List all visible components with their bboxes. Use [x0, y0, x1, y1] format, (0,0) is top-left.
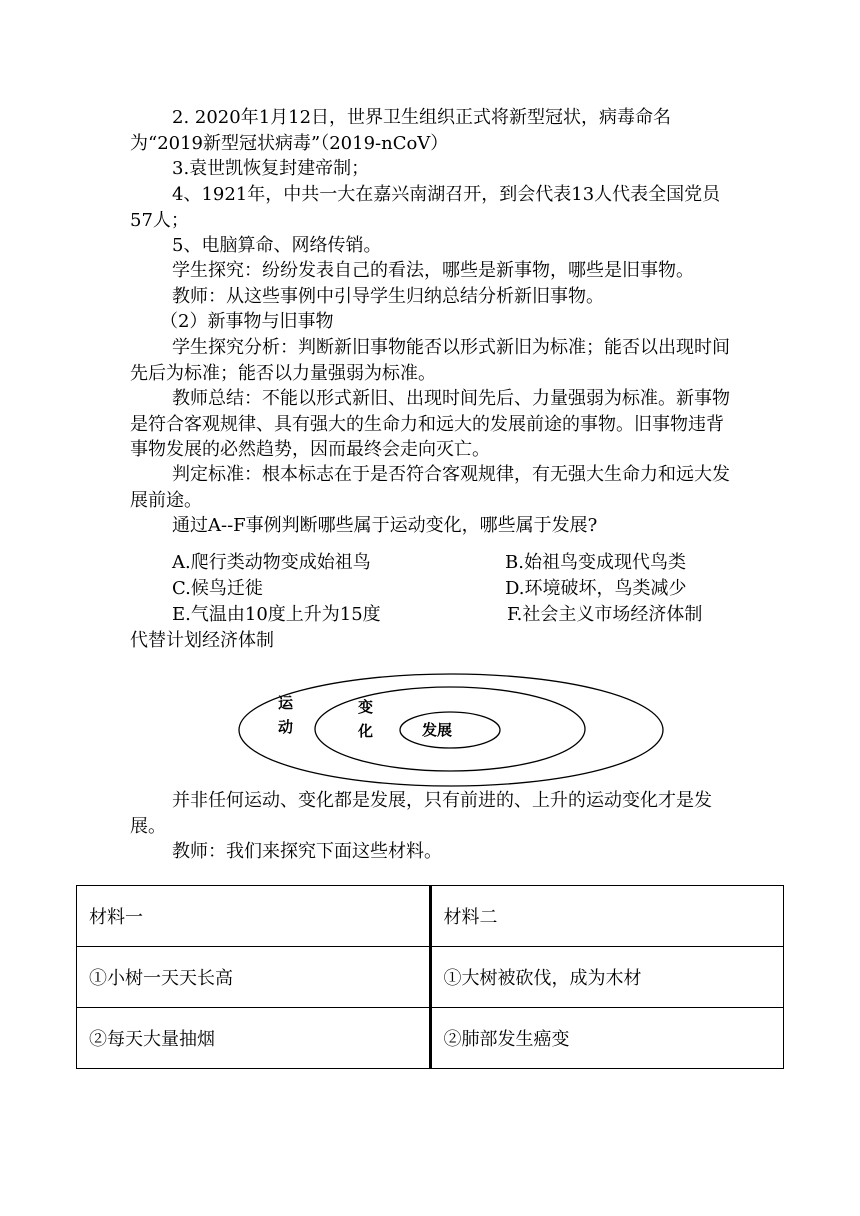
nested-ellipse-diagram	[236, 672, 666, 788]
table-row	[77, 1008, 784, 1069]
paragraph-item-2: 2. 2020年1月12日，世界卫生组织正式将新型冠状，病毒命名为“2019新型冠状病毒”（2019-nCoV）	[130, 107, 672, 154]
table-cell: 材料一	[77, 886, 431, 947]
paragraph-student-analysis: 学生探究分析：判断新旧事物能否以形式新旧为标准；能否以出现时间先后为标准；能否以力量强弱为标准。	[130, 337, 730, 384]
materials-table	[76, 885, 784, 1069]
option-e: E.气温由10度上升为15度	[172, 604, 381, 625]
label-inner: 发展	[422, 721, 453, 739]
option-f: F.社会主义市场经济体制	[507, 604, 703, 625]
paragraph-conclusion: 并非任何运动、变化都是发展，只有前进的、上升的运动变化才是发展。	[130, 790, 712, 837]
option-a: A.爬行类动物变成始祖鸟	[172, 552, 371, 573]
paragraph-item-4: 4、1921年，中共一大在嘉兴南湖召开，到会代表13人代表全国党员57人；	[130, 184, 721, 231]
table-row	[77, 947, 784, 1008]
label-middle-1: 变	[358, 698, 374, 716]
table-cell: ②每天大量抽烟	[77, 1008, 431, 1069]
table-cell: ①大树被砍伐，成为木材	[430, 947, 784, 1008]
label-outer-2: 动	[278, 718, 294, 736]
paragraph-teacher-materials: 教师：我们来探究下面这些材料。	[172, 841, 442, 862]
paragraph-teacher-guide: 教师：从这些事例中引导学生归纳总结分析新旧事物。	[172, 286, 604, 307]
label-outer-1: 运	[278, 694, 294, 712]
label-middle-2: 化	[358, 722, 374, 740]
paragraph-item-3: 3.袁世凯恢复封建帝制；	[172, 158, 370, 179]
paragraph-criterion: 判定标准：根本标志在于是否符合客观规律，有无强大生命力和远大发展前途。	[130, 464, 730, 511]
paragraph-item-5: 5、电脑算命、网络传销。	[172, 235, 382, 256]
paragraph-teacher-summary: 教师总结：不能以形式新旧、出现时间先后、力量强弱为标准。新事物是符合客观规律、具有强大的生命力和远大的发展前途的事物。旧事物违背事物发展的必然趋势，因而最终会走向灭亡。	[130, 388, 730, 460]
option-c: C.候鸟迁徙	[172, 578, 263, 599]
paragraph-student-explore: 学生探究：纷纷发表自己的看法，哪些是新事物，哪些是旧事物。	[172, 260, 694, 281]
section-heading: （2）新事物与旧事物	[160, 311, 334, 332]
option-d: D.环境破坏，鸟类减少	[505, 578, 687, 599]
table-cell: 材料二	[430, 886, 784, 947]
table-cell: ②肺部发生癌变	[430, 1008, 784, 1069]
paragraph-question: 通过A--F事例判断哪些属于运动变化，哪些属于发展?	[172, 515, 598, 536]
table-cell: ①小树一天天长高	[77, 947, 431, 1008]
table-row	[77, 886, 784, 947]
option-f-continued: 代替计划经济体制	[130, 630, 274, 651]
option-b: B.始祖鸟变成现代鸟类	[505, 552, 686, 573]
